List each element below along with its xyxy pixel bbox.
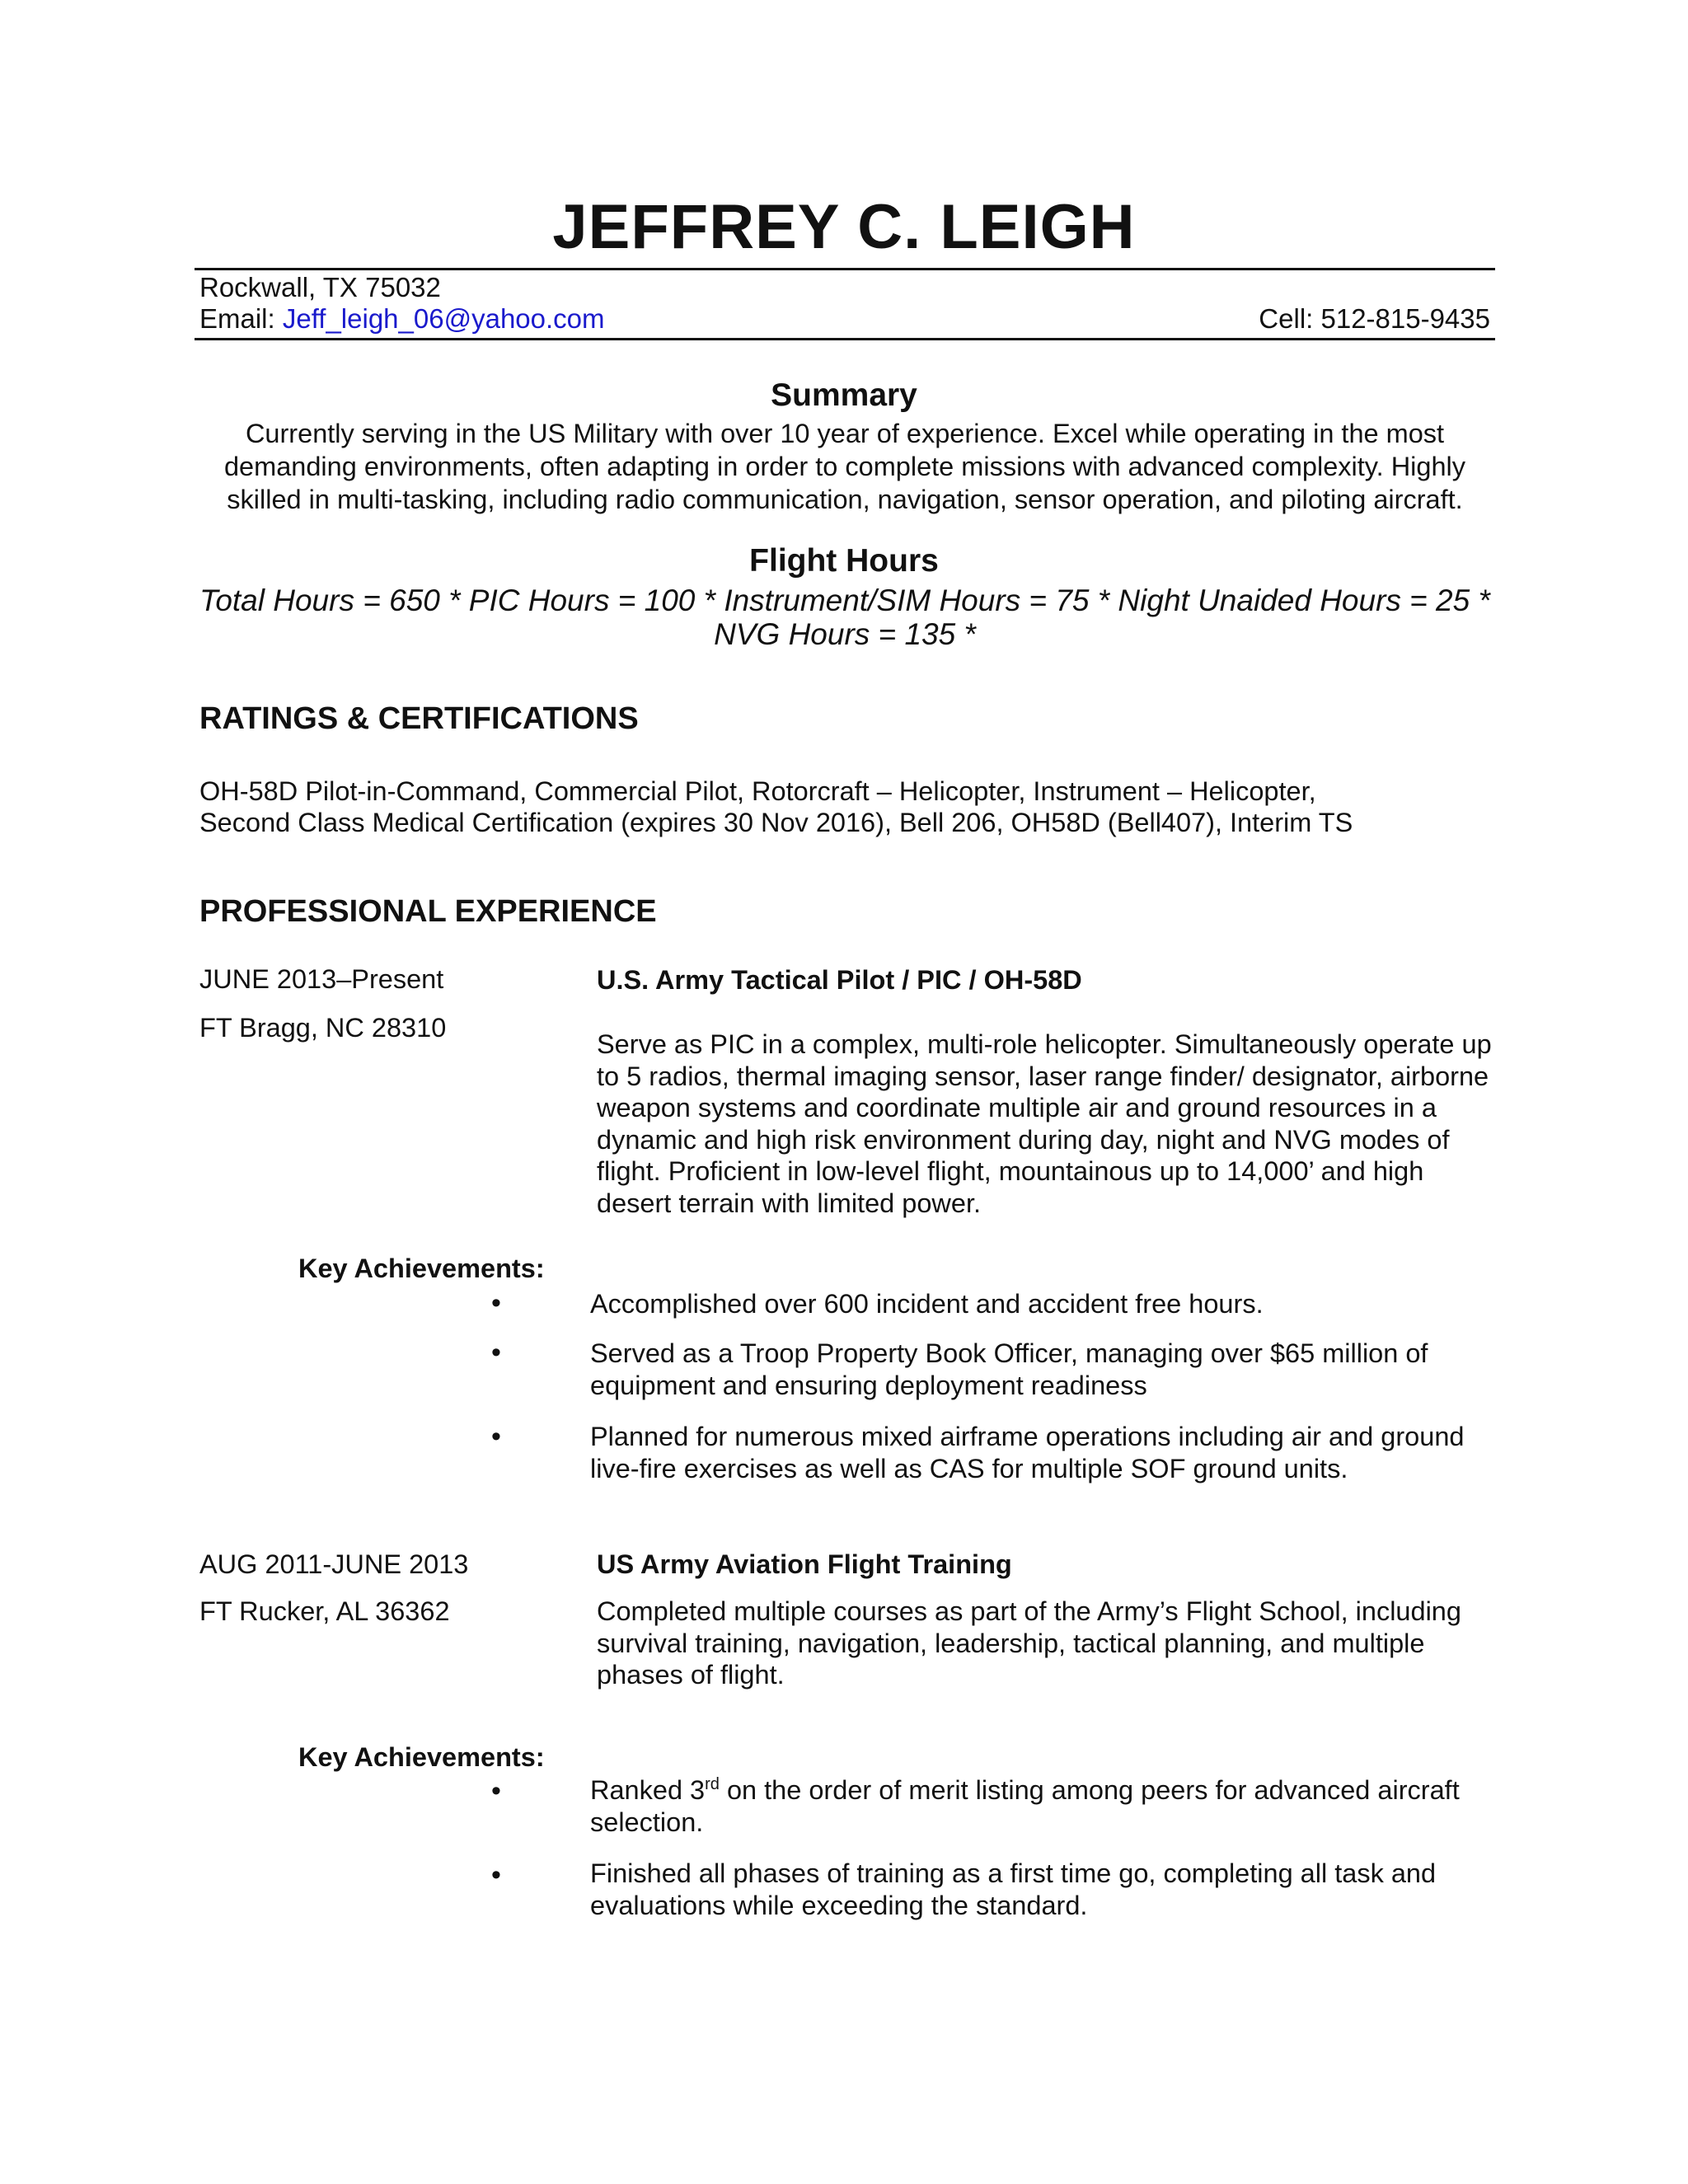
job-title: US Army Aviation Flight Training — [597, 1549, 1012, 1579]
achievement-item: Served as a Troop Property Book Officer, managing over $65 million of equipment and ensuring deployment readiness — [590, 1338, 1428, 1400]
achievement-item — [590, 1774, 1495, 1838]
address: Rockwall, TX 75032 — [199, 272, 441, 302]
flight-hours-line-1: Total Hours = 650 * PIC Hours = 100 * Instrument/SIM Hours = 75 * Night Unaided Hours = 25 * — [199, 583, 1490, 617]
summary-text: Currently serving in the US Military with over 10 year of experience. Excel while operating in the most demanding environments, often adapting in order to complete missions with advanced complexity. Highly skilled in multi-tasking, including radio communication, navigation, sensor operation, and piloting aircraft. — [223, 419, 1466, 514]
key-achievements-label: Key Achievements: — [298, 1742, 545, 1772]
achievement-text-end: on the order of merit listing among peers for advanced aircraft selection. — [590, 1775, 1460, 1837]
bullet-icon: • — [491, 1859, 501, 1891]
bullet-icon: • — [491, 1775, 501, 1807]
key-achievements-label: Key Achievements: — [298, 1254, 545, 1283]
email-line — [199, 303, 605, 335]
ratings-line-2: Second Class Medical Certification (expires 30 Nov 2016), Bell 206, OH58D (Bell407), Interim TS — [199, 808, 1353, 837]
header-bottom-rule — [195, 338, 1495, 340]
bullet-icon: • — [491, 1421, 501, 1452]
job-location: FT Bragg, NC 28310 — [199, 1013, 447, 1043]
ratings-line-1: OH-58D Pilot-in-Command, Commercial Pilot, Rotorcraft – Helicopter, Instrument – Helicopter, — [199, 776, 1316, 806]
candidate-name: JEFFREY C. LEIGH — [552, 192, 1136, 262]
flight-hours-heading: Flight Hours — [749, 543, 939, 579]
bullet-icon: • — [491, 1337, 501, 1368]
job-location: FT Rucker, AL 36362 — [199, 1596, 450, 1626]
job-title: U.S. Army Tactical Pilot / PIC / OH-58D — [597, 965, 1082, 995]
achievement-item: Planned for numerous mixed airframe operations including air and ground live-fire exercises as well as CAS for multiple SOF ground units. — [590, 1422, 1465, 1483]
job-description: Serve as PIC in a complex, multi-role helicopter. Simultaneously operate up to 5 radios, thermal imaging sensor, laser range finder/ designator, airborne weapon systems and coordinate multiple air and ground resources in a dynamic and high risk environment during day, night and NVG modes of flight. Proficient in low-level flight, mountainous up to 14,000’ and high desert terrain with limited power. — [597, 1029, 1492, 1218]
job-description: Completed multiple courses as part of the Army’s Flight School, including survival training, navigation, leadership, tactical planning, and multiple phases of flight. — [597, 1596, 1461, 1690]
bullet-icon: • — [491, 1287, 501, 1319]
ratings-heading: RATINGS & CERTIFICATIONS — [199, 701, 639, 736]
ordinal-suffix: rd — [705, 1775, 720, 1794]
flight-hours-line-2: NVG Hours = 135 * — [714, 617, 976, 651]
email-link[interactable]: Jeff_leigh_06@yahoo.com — [282, 303, 605, 334]
summary-heading: Summary — [771, 377, 917, 413]
header-top-rule — [195, 268, 1495, 270]
experience-heading: PROFESSIONAL EXPERIENCE — [199, 894, 657, 929]
achievement-item: Finished all phases of training as a first time go, completing all task and evaluations while exceeding the standard. — [590, 1858, 1437, 1920]
cell-phone: Cell: 512-815-9435 — [1259, 303, 1490, 334]
job-dates: AUG 2011-JUNE 2013 — [199, 1549, 469, 1579]
job-dates: JUNE 2013–Present — [199, 964, 444, 994]
email-label: Email: — [199, 303, 283, 334]
achievement-item: Accomplished over 600 incident and accident free hours. — [590, 1289, 1264, 1319]
achievement-text-start: Ranked 3 — [590, 1775, 706, 1805]
